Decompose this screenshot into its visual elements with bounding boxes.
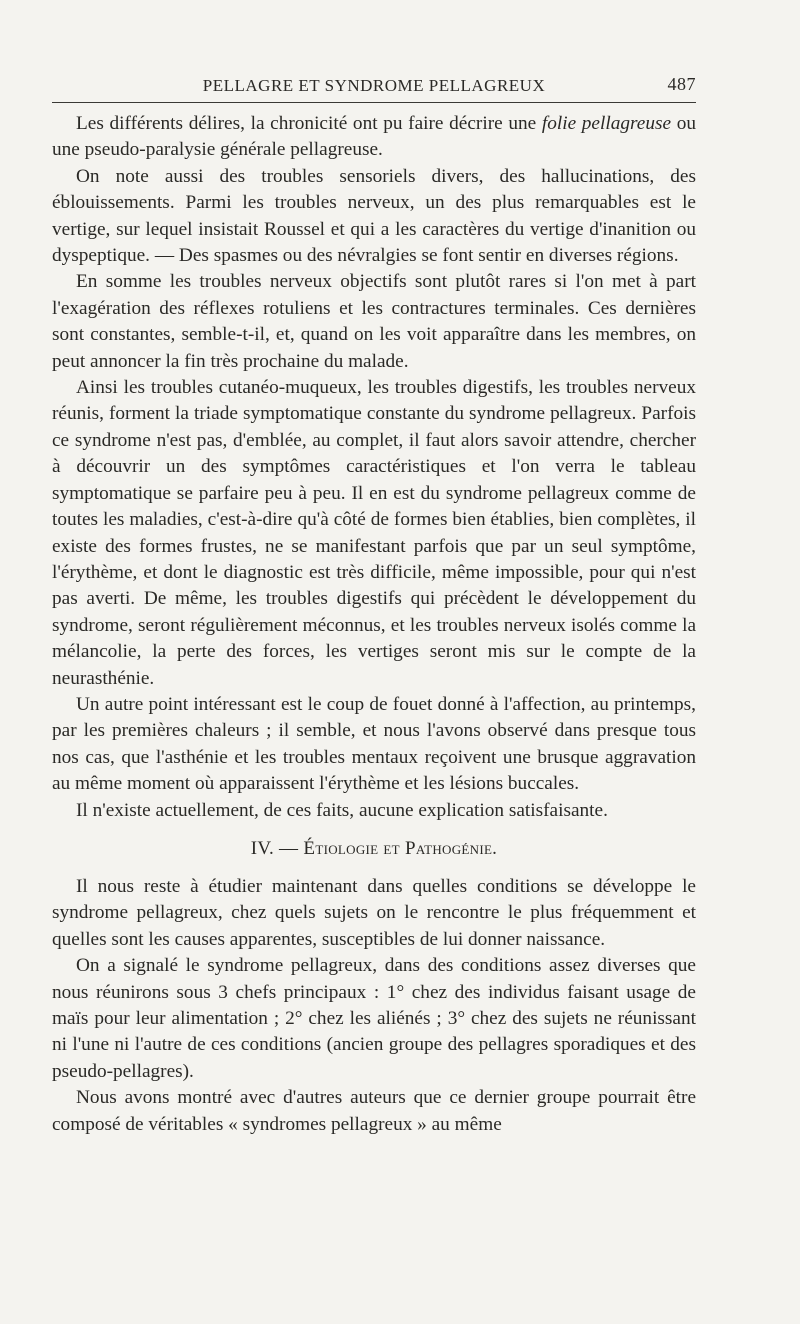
paragraph: Il nous reste à étudier maintenant dans quelles conditions se développe le syndrome pellagreux, chez quels sujets on le rencontre le plus fréquemment et quelles sont les causes apparentes, susceptibles de lui donner naissance. <box>52 875 696 950</box>
section-title-part1: Étiologie et <box>303 837 400 859</box>
section-heading <box>52 836 696 862</box>
paragraph: En somme les troubles nerveux objectifs sont plutôt rares si l'on met à part l'exagération des réflexes rotuliens et les contractures terminales. Ces dernières sont constantes, semble-t-il, et, quand on les voit apparaître dans les membres, on peut annoncer la fin très prochaine du malade. <box>52 271 696 372</box>
header-rule <box>52 102 696 103</box>
paragraph: Il n'existe actuellement, de ces faits, aucune explication satisfaisante. <box>76 799 608 821</box>
paragraph: Nous avons montré avec d'autres auteurs que ce dernier groupe pourrait être composé de véritables « syndromes pellagreux » au même <box>52 1087 696 1135</box>
section-title-part2: Pathogénie. <box>404 837 498 859</box>
paragraph: On a signalé le syndrome pellagreux, dans des conditions assez diverses que nous réunirons sous 3 chefs principaux : 1° chez des individus faisant usage de maïs pour leur alimentation ; 2° chez les aliénés ; 3° chez des sujets ne réunissant ni l'une ni l'autre de ces conditions (ancien groupe des pellagres sporadiques et des pseudo-pellagres). <box>52 955 696 1082</box>
running-head <box>52 70 696 102</box>
italic-term: folie pellagreuse <box>541 113 672 134</box>
book-page <box>52 70 696 1138</box>
body-text <box>52 111 696 1138</box>
paragraph: On note aussi des troubles sensoriels divers, des hallucinations, des éblouissements. Parmi les troubles nerveux, un des plus remarquables est le vertige, sur lequel insistait Roussel et qui a les caractères du vertige d'inanition ou dyspeptique. — Des spasmes ou des névralgies se font sentir en diverses régions. <box>52 165 696 267</box>
paragraph: Les différents délires, la chronicité ont pu faire décrire une folie pellagreuse ou une pseudo-paralysie générale pellagreuse. <box>52 113 696 161</box>
paragraph: Un autre point intéressant est le coup de fouet donné à l'affection, au printemps, par les premières chaleurs ; il semble, et nous l'avons observé dans presque tous nos cas, que l'asthénie et les troubles mentaux reçoivent une brusque aggravation au même moment où apparaissent l'érythème et les lésions buccales. <box>52 693 696 795</box>
page-number: 487 <box>667 74 696 94</box>
section-number: IV. — <box>250 837 299 859</box>
running-title: PELLAGRE ET SYNDROME PELLAGREUX <box>202 76 546 95</box>
paragraph: Ainsi les troubles cutanéo-muqueux, les troubles digestifs, les troubles nerveux réunis, forment la triade symptomatique constante du syndrome pellagreux. Parfois ce syndrome n'est pas, d'emblée, au complet, il faut alors savoir attendre, chercher à découvrir un des symptômes caractéristiques et l'on verra le tableau symptomatique se parfaire peu à peu. Il en est du syndrome pellagreux comme de toutes les maladies, c'est-à-dire qu'à côté de formes bien établies, bien complètes, il existe des formes frustes, ne se manifestant parfois que par un seul symptôme, l'érythème, et dont le diagnostic est très difficile, même impossible, pour qui n'est pas averti. De même, les troubles digestifs qui précèdent le développement du syndrome, seront régulièrement méconnus, et les troubles nerveux isolés comme la mélancolie, la perte des forces, les vertiges seront mis sur le compte de la neurasthénie. <box>52 377 696 689</box>
